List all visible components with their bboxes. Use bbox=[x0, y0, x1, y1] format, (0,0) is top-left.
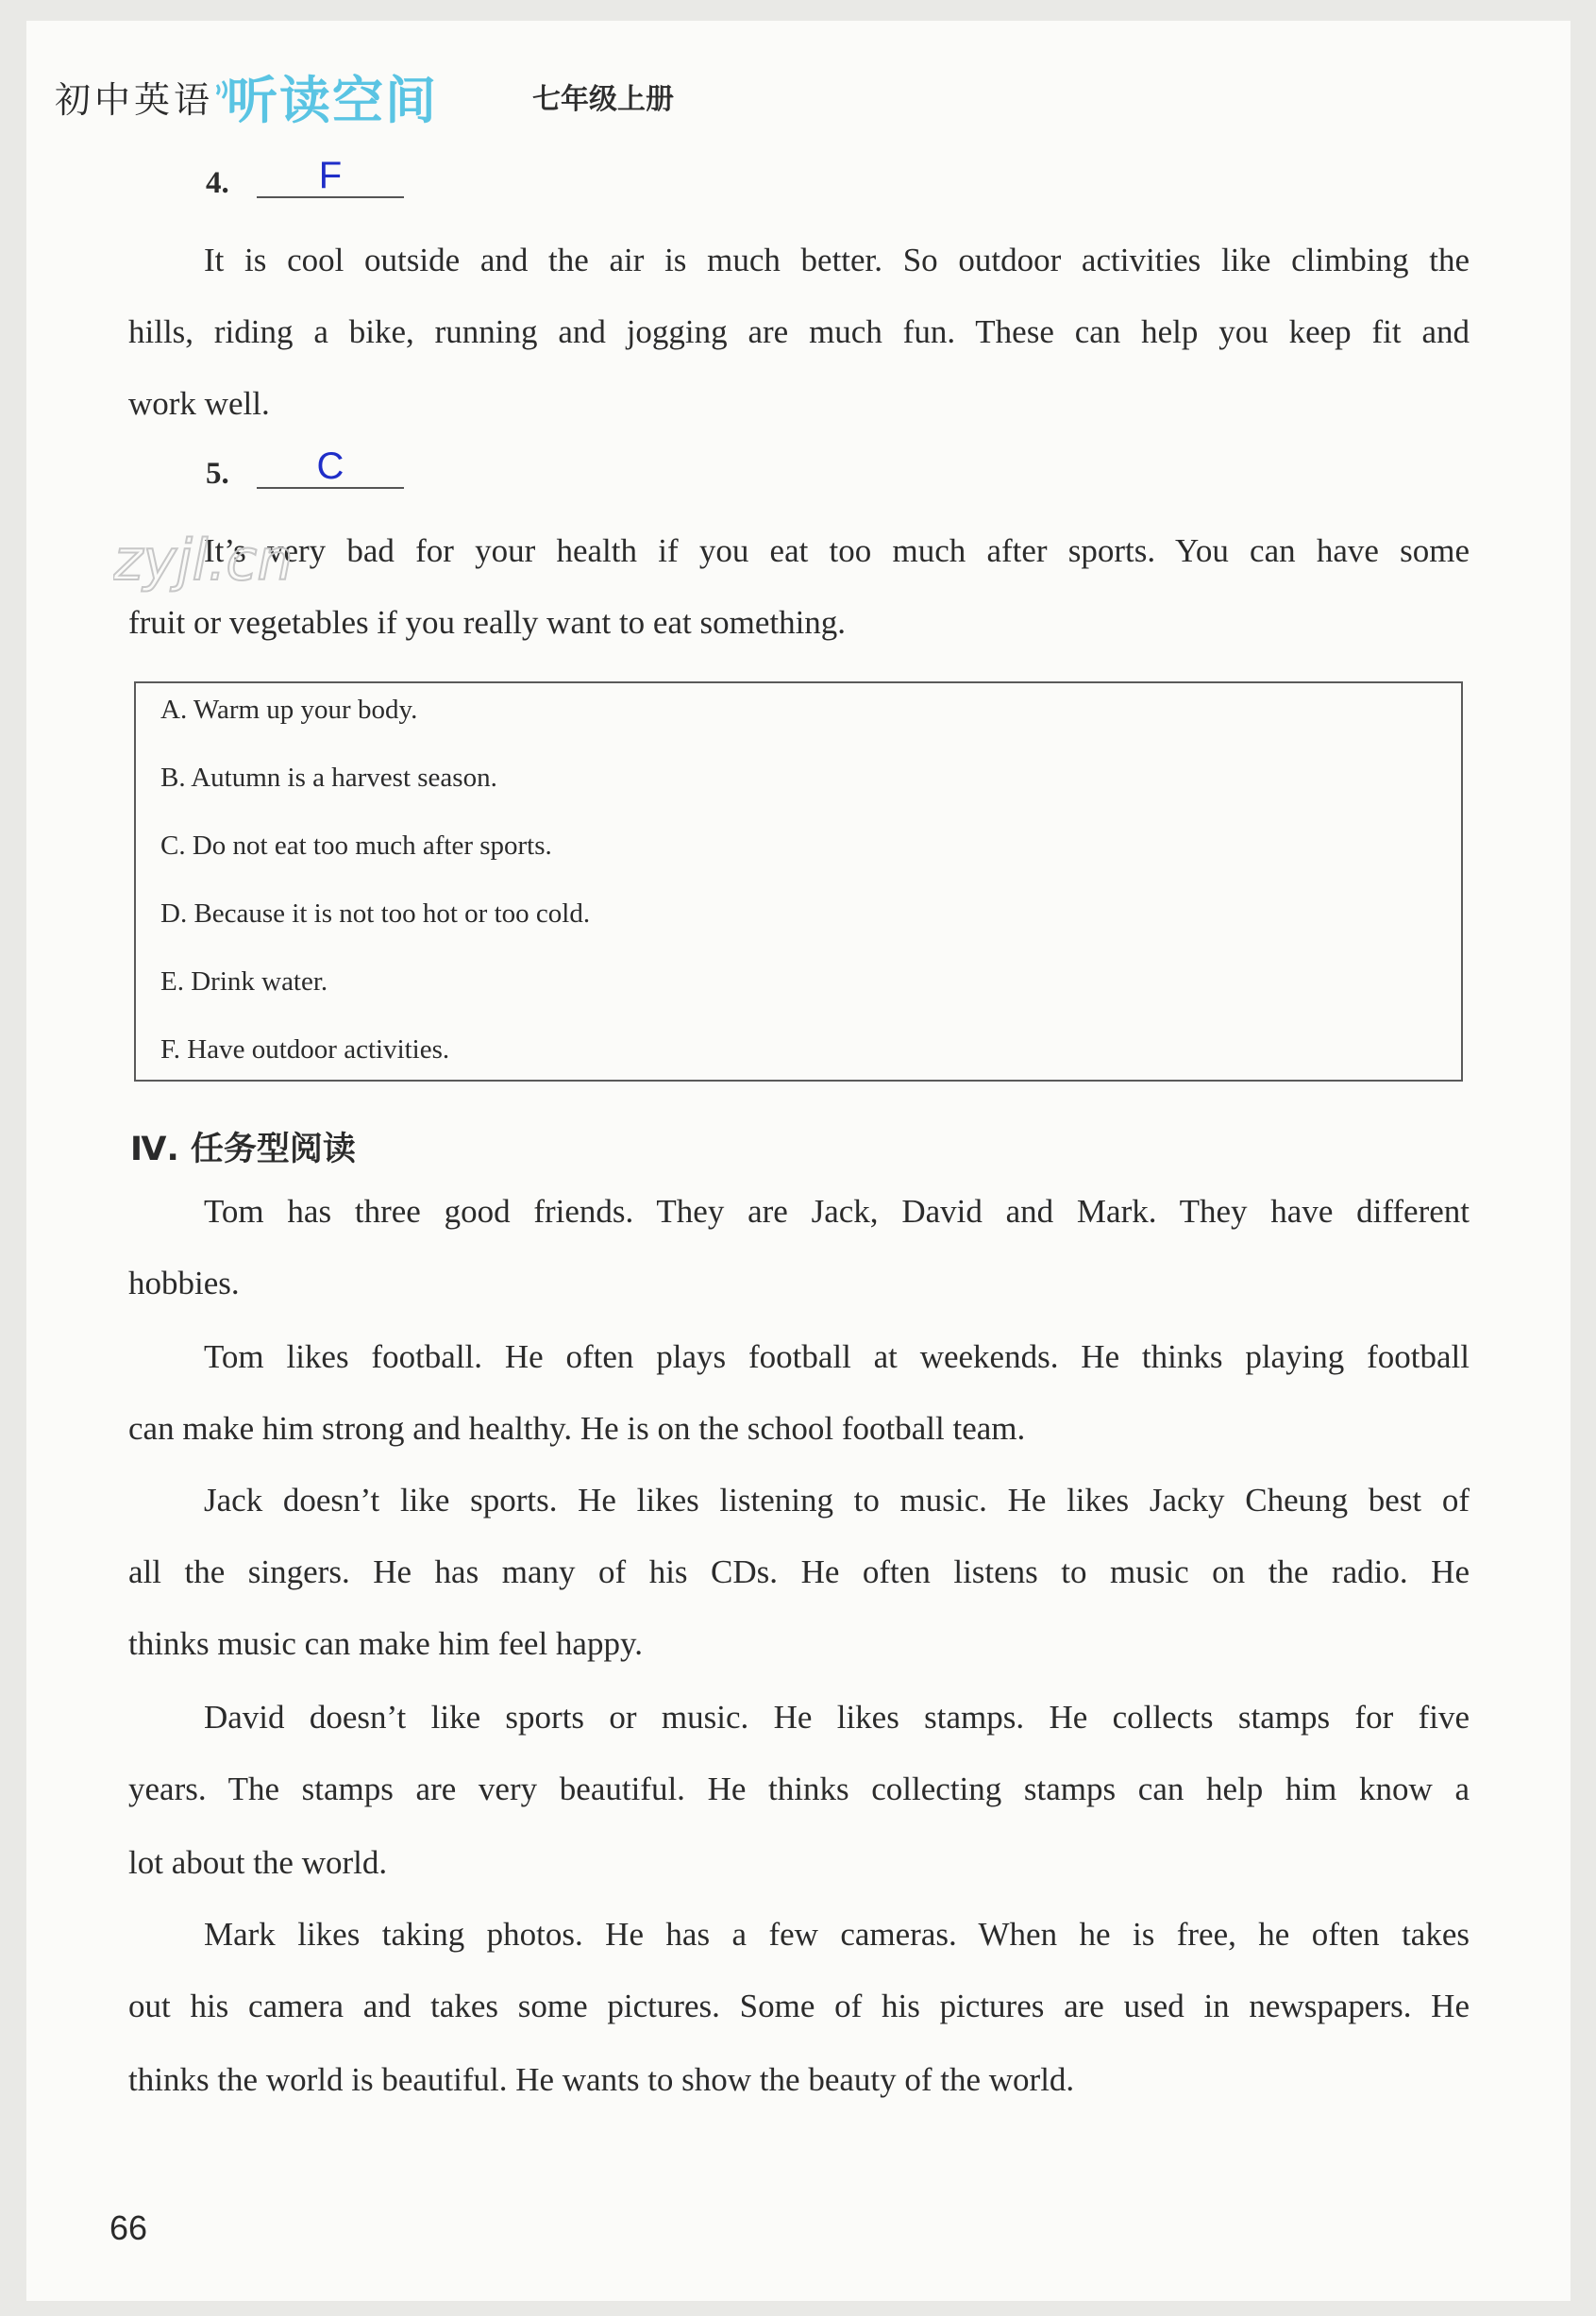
passage-line: Mark likes taking photos. He has a few cameras. When he is free, he often takes bbox=[204, 1916, 1470, 1953]
passage-line: lot about the world. bbox=[128, 1844, 388, 1881]
question-4-answer: F bbox=[318, 155, 343, 196]
page-number: 66 bbox=[109, 2208, 148, 2247]
option-b: B. Autumn is a harvest season. bbox=[160, 763, 497, 793]
passage-line: out his camera and takes some pictures. Some of his pictures are used in newspapers. He bbox=[128, 1988, 1470, 2024]
series-logo-text: 听读空间 bbox=[227, 70, 439, 130]
passage-line: hobbies. bbox=[128, 1265, 240, 1301]
page-header bbox=[55, 59, 674, 134]
passage-line: thinks music can make him feel happy. bbox=[128, 1625, 643, 1662]
passage-line: David doesn’t like sports or music. He likes stamps. He collects stamps for five bbox=[204, 1699, 1470, 1736]
option-c: C. Do not eat too much after sports. bbox=[160, 831, 552, 861]
q4-text-line: work well. bbox=[128, 385, 270, 422]
passage-line: Jack doesn’t like sports. He likes listening to music. He likes Jacky Cheung best of bbox=[204, 1482, 1470, 1519]
series-logo bbox=[227, 60, 438, 133]
q5-text-line: fruit or vegetables if you really want to eat something. bbox=[128, 604, 847, 641]
question-5-answer: C bbox=[316, 445, 344, 487]
question-4-answer-blank bbox=[257, 155, 404, 198]
q4-text-line: It is cool outside and the air is much better. So outdoor activities like climbing the bbox=[204, 242, 1470, 278]
question-5-number: 5. bbox=[206, 457, 229, 491]
passage-line: thinks the world is beautiful. He wants to show the beauty of the world. bbox=[128, 2061, 1075, 2098]
section-title: Ⅳ. 任务型阅读 bbox=[130, 1131, 356, 1168]
passage-line: years. The stamps are very beautiful. He thinks collecting stamps can help him know a bbox=[128, 1771, 1470, 1807]
option-a: A. Warm up your body. bbox=[160, 695, 418, 725]
question-5-answer-blank bbox=[257, 445, 404, 489]
book-title: 初中英语 bbox=[55, 78, 214, 121]
question-4-number: 4. bbox=[206, 166, 229, 200]
passage-line: all the singers. He has many of his CDs. He often listens to music on the radio. He bbox=[128, 1553, 1470, 1590]
sound-waves-icon bbox=[213, 77, 234, 102]
option-e: E. Drink water. bbox=[160, 966, 328, 997]
options-box bbox=[134, 681, 1463, 1082]
q4-text-line: hills, riding a bike, running and jogging are much fun. These can help you keep fit and bbox=[128, 313, 1470, 350]
grade-label: 七年级上册 bbox=[532, 83, 675, 116]
option-d: D. Because it is not too hot or too cold. bbox=[160, 898, 591, 929]
passage-line: Tom likes football. He often plays football at weekends. He thinks playing football bbox=[204, 1338, 1470, 1375]
svg-text:zyjl.cn: zyjl.cn bbox=[113, 528, 294, 594]
passage-line: can make him strong and healthy. He is on the school football team. bbox=[128, 1410, 1026, 1447]
passage-line: Tom has three good friends. They are Jack, David and Mark. They have different bbox=[204, 1193, 1470, 1230]
q5-text-line: It’s very bad for your health if you eat too much after sports. You can have some bbox=[204, 532, 1470, 569]
option-f: F. Have outdoor activities. bbox=[160, 1034, 450, 1065]
